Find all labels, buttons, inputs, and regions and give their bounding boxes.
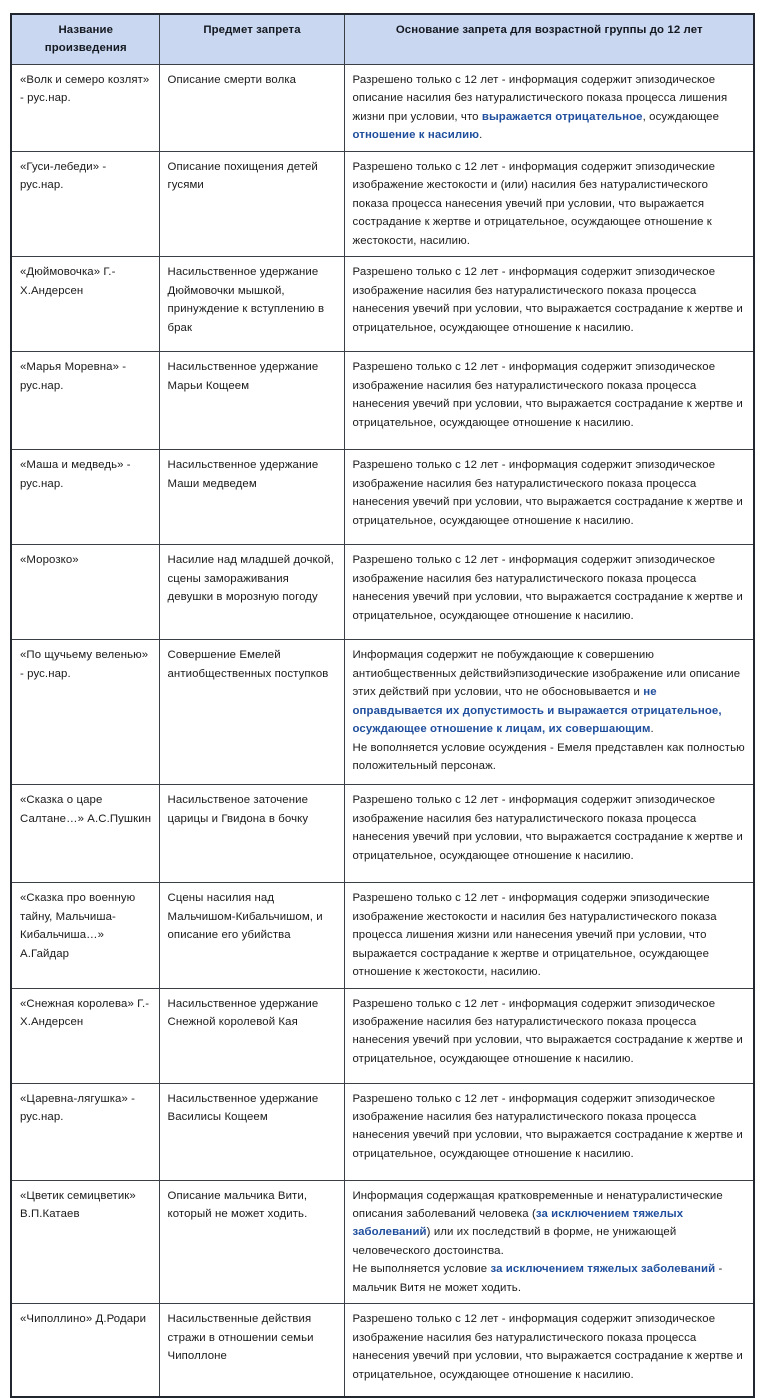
reason-extra-highlight: за исключением тяжелых заболеваний bbox=[490, 1263, 716, 1276]
table-row bbox=[11, 640, 754, 785]
table-row bbox=[11, 450, 754, 545]
reason-paragraph-extra bbox=[353, 1260, 747, 1297]
reason-paragraph bbox=[353, 71, 747, 145]
cell-reason: Разрешено только с 12 лет - информация содержит эпизодическое изображение насилия без натуралистического показа процесса нанесения увечий при условии, что выражается сострадание к жертве и отрицательное, осуждающее отношение к насилию. bbox=[344, 1083, 754, 1180]
reason-text-plain: Разрешено только с 12 лет - информация содержит эпизодическое описание насилия без натуралистического показа процесса лишения жизни при условии, что bbox=[352, 73, 728, 123]
reason-text-highlight: выражается отрицательное bbox=[481, 110, 643, 123]
cell-title: «По щучьему веленью» - рус.нар. bbox=[11, 640, 159, 785]
table-row bbox=[11, 785, 754, 883]
table-row bbox=[11, 1304, 754, 1397]
reason-text-highlight: не оправдывается их допустимость и выражается отрицательное, осуждающее отношение к лицам, их совершающим bbox=[352, 686, 722, 736]
reason-text-plain: , осуждающее bbox=[642, 110, 720, 123]
cell-title: «Волк и семеро козлят» - рус.нар. bbox=[11, 64, 159, 151]
cell-reason: Разрешено только с 12 лет - информация содержит эпизодическое изображение насилия без натуралистического показа процесса нанесения увечий при условии, что выражается сострадание к жертве и отрицательное, осуждающее отношение к насилию. bbox=[344, 257, 754, 352]
column-header-title bbox=[11, 14, 159, 64]
table-row bbox=[11, 151, 754, 256]
reason-text-plain: ) или их последствий в форме, не унижающей человеческого достоинства. bbox=[352, 1226, 677, 1257]
cell-subject: Насильственные действия стражи в отношении семьи Чиполлоне bbox=[159, 1304, 344, 1397]
cell-title: «Цветик семицветик» В.П.Катаев bbox=[11, 1180, 159, 1304]
cell-reason: Разрешено только с 12 лет - информация содержит эпизодическое изображение насилия без натуралистического показа процесса нанесения увечий при условии, что выражается сострадание к жертве и отрицательное, осуждающее отношение к насилию. bbox=[344, 545, 754, 640]
table-row bbox=[11, 352, 754, 450]
table-header-row bbox=[11, 14, 754, 64]
cell-title: «Маша и медведь» - рус.нар. bbox=[11, 450, 159, 545]
cell-subject: Описание мальчика Вити, который не может ходить. bbox=[159, 1180, 344, 1304]
table-row bbox=[11, 64, 754, 151]
cell-title: «Чиполлино» Д.Родари bbox=[11, 1304, 159, 1397]
column-header-title-line2: произведения bbox=[44, 42, 127, 55]
reason-paragraph-extra: Не вополняется условие осуждения - Емеля представлен как полностью положительный персонаж. bbox=[352, 741, 745, 772]
reason-text-highlight: отношение к насилию bbox=[352, 129, 480, 142]
table-row bbox=[11, 988, 754, 1083]
column-header-reason: Основание запрета для возрастной группы до 12 лет bbox=[344, 14, 754, 64]
table-body bbox=[11, 64, 754, 1396]
table-row bbox=[11, 257, 754, 352]
table-row bbox=[11, 545, 754, 640]
cell-title: «Царевна-лягушка» - рус.нар. bbox=[11, 1083, 159, 1180]
cell-reason bbox=[344, 1180, 754, 1304]
reason-paragraph bbox=[353, 1187, 747, 1261]
reason-text-plain: Информация содержит не побуждающие к совершению антиобщественных действийэпизодические изображение или описание этих действий при условии, что не обосновывается и bbox=[352, 649, 741, 699]
cell-reason: Разрешено только с 12 лет - информация содержи эпизодические изображение жестокости и насилия без натуралистического показа процесса лишения жизни или нанесения увечий при условии, что выражается сострадание к жертве и отрицательное, осуждающее отношение к жестокости, насилию. bbox=[344, 883, 754, 988]
cell-reason: Разрешено только с 12 лет - информация содержит эпизодические изображение жестокости и (или) насилия без натуралистического показа процесса нанесения увечий при условии, что выражается сострадание к жертве и отрицательное, осуждающее отношение к жестокости, насилию. bbox=[344, 151, 754, 256]
cell-subject: Насильственное удержание Дюймовочки мышкой, принуждение к вступлению в брак bbox=[159, 257, 344, 352]
reason-text-plain: Информация содержащая кратковременные и ненатуралистические описания заболеваний человека ( bbox=[352, 1189, 723, 1220]
reason-text-highlight: за исключением тяжелых заболеваний bbox=[352, 1207, 684, 1239]
cell-title: «Снежная королева» Г.-Х.Андерсен bbox=[11, 988, 159, 1083]
column-header-title-line1: Название bbox=[58, 24, 114, 36]
cell-reason: Разрешено только с 12 лет - информация содержит эпизодическое изображение насилия без натуралистического показа процесса нанесения увечий при условии, что выражается сострадание к жертве и отрицательное, осуждающее отношение к насилию. bbox=[344, 988, 754, 1083]
cell-reason: Разрешено только с 12 лет - информация содержит эпизодическое изображение насилия без натуралистического показа процесса нанесения увечий при условии, что выражается сострадание к жертве и отрицательное, осуждающее отношение к насилию. bbox=[344, 352, 754, 450]
cell-subject: Описание смерти волка bbox=[159, 64, 344, 151]
cell-reason: Разрешено только с 12 лет - информация содержит эпизодическое изображение насилия без натуралистического показа процесса нанесения увечий при условии, что выражается сострадание к жертве и отрицательное, осуждающее отношение к насилию. bbox=[344, 450, 754, 545]
reason-text-plain: . bbox=[479, 129, 483, 142]
reason-extra-plain: Не выполняется условие bbox=[352, 1263, 491, 1276]
table-row bbox=[11, 1083, 754, 1180]
reason-extra-plain: - мальчик Витя не может ходить. bbox=[352, 1263, 723, 1294]
cell-subject: Насильственое заточение царицы и Гвидона в бочку bbox=[159, 785, 344, 883]
cell-subject: Насильственное удержание Марьи Кощеем bbox=[159, 352, 344, 450]
cell-title: «Дюймовочка» Г.-Х.Андерсен bbox=[11, 257, 159, 352]
cell-reason: Разрешено только с 12 лет - информация содержит эпизодическое изображение насилия без натуралистического показа процесса нанесения увечий при условии, что выражается сострадание к жертве и отрицательное, осуждающее отношение к насилию. bbox=[344, 785, 754, 883]
cell-title: «Гуси-лебеди» - рус.нар. bbox=[11, 151, 159, 256]
reason-paragraph bbox=[353, 646, 747, 738]
table-row bbox=[11, 883, 754, 988]
cell-title: «Сказка о царе Салтане…» А.С.Пушкин bbox=[11, 785, 159, 883]
cell-subject: Совершение Емелей антиобщественных поступков bbox=[159, 640, 344, 785]
cell-title: «Морозко» bbox=[11, 545, 159, 640]
cell-title: «Марья Моревна» - рус.нар. bbox=[11, 352, 159, 450]
banned-works-table bbox=[10, 13, 755, 1398]
cell-title: «Сказка про военную тайну, Мальчиша-Кибальчиша…» А.Гайдар bbox=[11, 883, 159, 988]
cell-subject: Насилие над младшей дочкой, сцены замораживания девушки в морозную погоду bbox=[159, 545, 344, 640]
column-header-subject: Предмет запрета bbox=[159, 14, 344, 64]
reason-text-plain: . bbox=[650, 723, 654, 736]
cell-reason bbox=[344, 64, 754, 151]
cell-subject: Описание похищения детей гусями bbox=[159, 151, 344, 256]
cell-subject: Насильственное удержание Снежной королевой Кая bbox=[159, 988, 344, 1083]
cell-reason bbox=[344, 640, 754, 785]
cell-subject: Насильственное удержание Василисы Кощеем bbox=[159, 1083, 344, 1180]
cell-subject: Сцены насилия над Мальчишом-Кибальчишом, и описание его убийства bbox=[159, 883, 344, 988]
cell-reason: Разрешено только с 12 лет - информация содержит эпизодическое изображение насилия без натуралистического показа процесса нанесения увечий при условии, что выражается сострадание к жертве и отрицательное, осуждающее отношение к насилию. bbox=[344, 1304, 754, 1397]
table-header bbox=[11, 14, 754, 64]
table-row bbox=[11, 1180, 754, 1304]
cell-subject: Насильственное удержание Маши медведем bbox=[159, 450, 344, 545]
